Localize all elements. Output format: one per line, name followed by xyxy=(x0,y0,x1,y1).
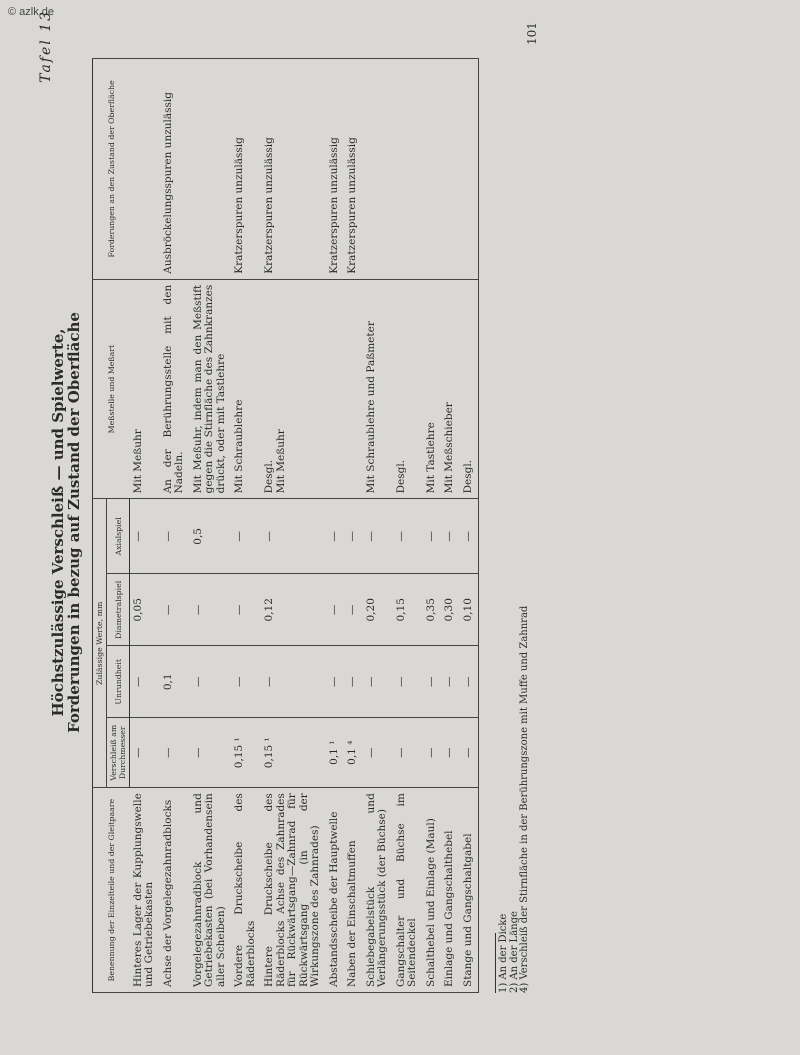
cell-part: Vordere Druckscheibe des Räderblocks xyxy=(231,788,261,993)
cell-axial: — xyxy=(326,499,345,574)
page-title xyxy=(50,0,82,1045)
cell-surface: Kratzerspuren unzulässig xyxy=(326,59,345,280)
cell-ovality: — xyxy=(344,646,363,718)
cell-wear: — xyxy=(190,718,232,788)
cell-axial: — xyxy=(441,499,460,574)
cell-wear: — xyxy=(160,718,190,788)
cell-diam: 0,10 xyxy=(460,574,479,646)
cell-wear: — xyxy=(393,718,423,788)
cell-axial: — xyxy=(130,499,160,574)
footnote-1: 1) An der Dicke xyxy=(498,913,509,993)
cell-axial: — xyxy=(160,499,190,574)
cell-part: Gangschalter und Büchse im Seitendeckel xyxy=(393,788,423,993)
cell-ovality: — xyxy=(423,646,442,718)
title-line-1: Höchstzulässige Verschleiß — und Spielwerte, xyxy=(49,328,67,717)
cell-wear: — xyxy=(363,718,393,788)
cell-diam: — xyxy=(344,574,363,646)
cell-method: Mit Schraublehre xyxy=(231,279,261,499)
cell-wear: 0,15 ¹ xyxy=(261,718,326,788)
header-wear: Verschleiß am Durchmesser xyxy=(107,718,130,788)
watermark: © azlk.de xyxy=(8,6,55,18)
table-body xyxy=(130,59,479,993)
cell-wear: 0,1 ¹ xyxy=(326,718,345,788)
cell-wear: 0,15 ¹ xyxy=(231,718,261,788)
cell-surface xyxy=(460,59,479,280)
header-surface: Forderungen an den Zustand der Oberfläche xyxy=(93,59,130,280)
plate-label: Tafel 13 xyxy=(38,10,54,83)
footnote-2: 2) An der Länge xyxy=(508,911,520,993)
footnote-4: 4) Verschleiß der Stirnfläche in der Berührungszone mit Muffe und Zahnrad xyxy=(519,605,530,993)
cell-surface xyxy=(190,59,232,280)
cell-surface xyxy=(441,59,460,280)
cell-wear: — xyxy=(441,718,460,788)
cell-diam: 0,05 xyxy=(130,574,160,646)
cell-method: Desgl. xyxy=(460,279,479,499)
header-allowed-values: Zulässige Werte, mm xyxy=(93,499,107,788)
table-row xyxy=(460,59,479,993)
cell-surface xyxy=(363,59,393,280)
table-row xyxy=(326,59,345,993)
cell-surface xyxy=(393,59,423,280)
cell-part: Abstandsscheibe der Hauptwelle xyxy=(326,788,345,993)
cell-axial: — xyxy=(460,499,479,574)
cell-axial: 0,5 xyxy=(190,499,232,574)
table-row xyxy=(423,59,442,993)
cell-surface xyxy=(423,59,442,280)
cell-ovality: — xyxy=(393,646,423,718)
cell-axial: — xyxy=(231,499,261,574)
table-row xyxy=(190,59,232,993)
cell-axial: — xyxy=(344,499,363,574)
table-row xyxy=(441,59,460,993)
cell-wear: — xyxy=(460,718,479,788)
cell-diam: 0,20 xyxy=(363,574,393,646)
cell-method: Desgl. Mit Meßuhr xyxy=(261,279,326,499)
cell-method xyxy=(326,279,345,499)
header-diametral: Diametralspiel xyxy=(107,574,130,646)
cell-method: Mit Meßuhr xyxy=(130,279,160,499)
page-number: 101 xyxy=(525,22,539,45)
cell-part: Hintere Druckscheibe des Räderblocks Achse des Zahnrades für Rückwärtsgang—Zahnrad für Rückwärtsgang (in der Wirkungszone des Zahnrades) xyxy=(261,788,326,993)
cell-ovality: — xyxy=(130,646,160,718)
cell-axial: — xyxy=(261,499,326,574)
table-row xyxy=(261,59,326,993)
cell-ovality: — xyxy=(231,646,261,718)
cell-diam: — xyxy=(231,574,261,646)
cell-part: Stange und Gangschaltgabel xyxy=(460,788,479,993)
cell-part: Schalthebel und Einlage (Maul) xyxy=(423,788,442,993)
cell-diam: 0,30 xyxy=(441,574,460,646)
footnote-rule xyxy=(495,933,496,993)
table-row xyxy=(231,59,261,993)
wear-values-table xyxy=(92,58,479,993)
cell-part: Einlage und Gangschalthebel xyxy=(441,788,460,993)
cell-part: Vorgelegezahnradblock und Getriebekasten (bei Vorhandensein aller Scheiben) xyxy=(190,788,232,993)
cell-ovality: 0,1 xyxy=(160,646,190,718)
table-row xyxy=(363,59,393,993)
header-part: Benennung der Einzelteile und der Gleitpaare xyxy=(93,788,130,993)
cell-ovality: — xyxy=(190,646,232,718)
cell-wear: — xyxy=(423,718,442,788)
cell-method: Mit Schraublehre und Paßmeter xyxy=(363,279,393,499)
cell-surface: Kratzerspuren unzulässig xyxy=(344,59,363,280)
header-method: Meßstelle und Meßart xyxy=(93,279,130,499)
table-row xyxy=(344,59,363,993)
table-row xyxy=(393,59,423,993)
cell-method: Mit Tastlehre xyxy=(423,279,442,499)
cell-method xyxy=(344,279,363,499)
cell-method: Desgl. xyxy=(393,279,423,499)
cell-surface: Ausbröckelungsspuren unzulässig xyxy=(160,59,190,280)
cell-surface: Kratzerspuren unzulässig xyxy=(231,59,261,280)
title-line-2: Forderungen in bezug auf Zustand der Oberfläche xyxy=(65,312,83,733)
cell-surface: Kratzerspuren unzulässig xyxy=(261,59,326,280)
cell-diam: 0,35 xyxy=(423,574,442,646)
cell-ovality: — xyxy=(261,646,326,718)
cell-diam: 0,12 xyxy=(261,574,326,646)
cell-wear: — xyxy=(130,718,160,788)
cell-part: Naben der Einschaltmuffen xyxy=(344,788,363,993)
cell-surface xyxy=(130,59,160,280)
footnotes xyxy=(495,606,531,993)
cell-method: Mit Meßschieber xyxy=(441,279,460,499)
cell-diam: — xyxy=(190,574,232,646)
cell-ovality: — xyxy=(460,646,479,718)
cell-wear: 0,1 ⁴ xyxy=(344,718,363,788)
cell-diam: — xyxy=(160,574,190,646)
cell-axial: — xyxy=(363,499,393,574)
cell-ovality: — xyxy=(326,646,345,718)
cell-part: Schiebegabelstück und Verlängerungsstück (der Büchse) xyxy=(363,788,393,993)
cell-diam: — xyxy=(326,574,345,646)
cell-axial: — xyxy=(393,499,423,574)
table-row xyxy=(160,59,190,993)
header-axial: Axialspiel xyxy=(107,499,130,574)
cell-part: Hinteres Lager der Kupplungswelle und Getriebekasten xyxy=(130,788,160,993)
cell-method: An der Berührungsstelle mit den Nadeln. xyxy=(160,279,190,499)
cell-method: Mit Meßuhr, indem man den Meßstift gegen die Stirnfläche des Zahnkranzes drückt, oder mit Tastlehre xyxy=(190,279,232,499)
cell-ovality: — xyxy=(363,646,393,718)
cell-diam: 0,15 xyxy=(393,574,423,646)
cell-part: Achse der Vorgelegezahnradblocks xyxy=(160,788,190,993)
header-ovality: Unrundheit xyxy=(107,646,130,718)
cell-axial: — xyxy=(423,499,442,574)
table-row xyxy=(130,59,160,993)
cell-ovality: — xyxy=(441,646,460,718)
